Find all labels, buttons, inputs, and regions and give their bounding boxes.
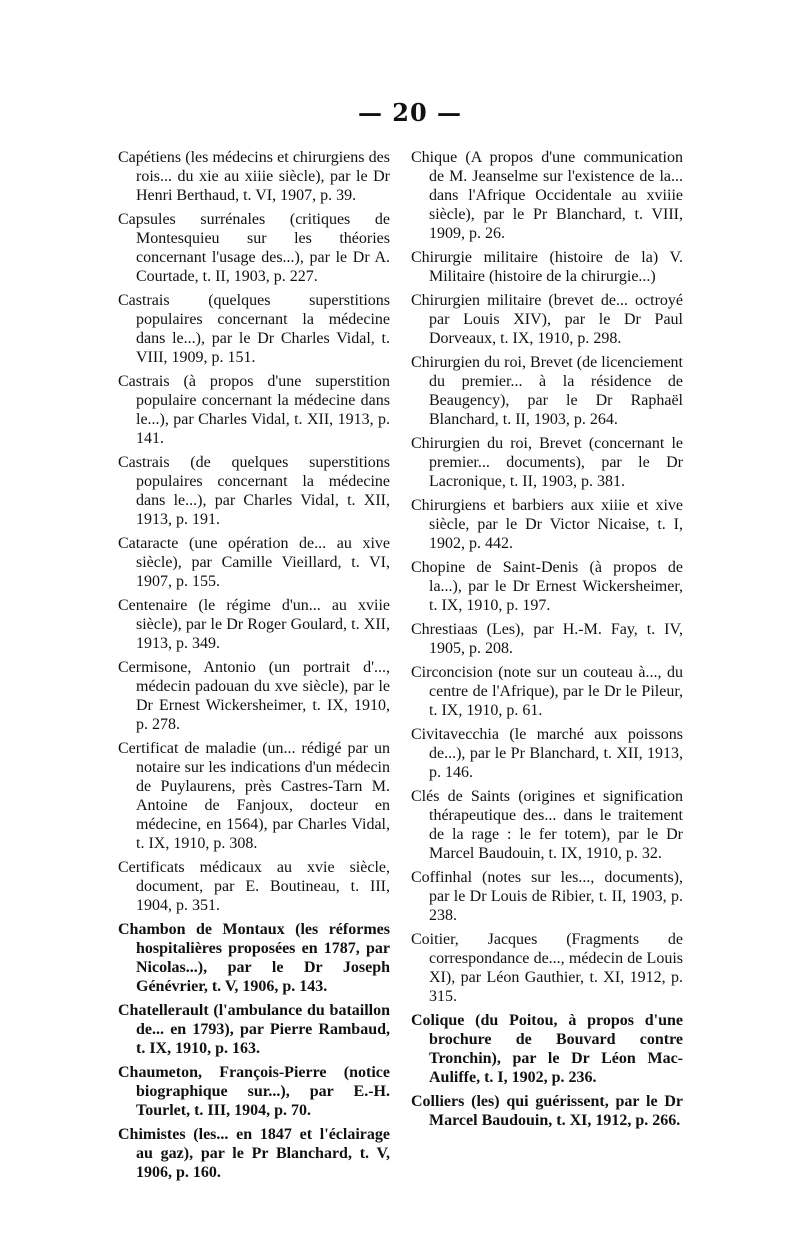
index-entry: Cermisone, Antonio (un portrait d'..., médecin padouan du xve siècle), par le Dr Ernest Wickersheimer, t. IX, 1910, p. 278. xyxy=(118,659,390,733)
index-entry: Certificat de maladie (un... rédigé par un notaire sur les indications d'un médecin de Puylaurens, près Castres-Tarn M. Antoine de Fanjoux, docteur en médecine, en 1564), par Charles Vidal, t. IX, 1910, p. 308. xyxy=(118,740,390,852)
index-entry: Civitavecchia (le marché aux poissons de...), par le Pr Blanchard, t. XII, 1913, p. 146. xyxy=(411,726,683,781)
index-entry: Circoncision (note sur un couteau à..., du centre de l'Afrique), par le Dr le Pileur, t. IX, 1910, p. 61. xyxy=(411,664,683,719)
index-entry: Colique (du Poitou, à propos d'une brochure de Bouvard contre Tronchin), par le Dr Léon Mac-Auliffe, t. I, 1902, p. 236. xyxy=(411,1012,683,1086)
index-entry: Chambon de Montaux (les réformes hospitalières proposées en 1787, par Nicolas...), par le Dr Joseph Génévrier, t. V, 1906, p. 143. xyxy=(118,921,390,995)
index-entry: Coitier, Jacques (Fragments de correspondance de..., médecin de Louis XI), par Léon Gauthier, t. XI, 1912, p. 315. xyxy=(411,931,683,1005)
index-entry: Capsules surrénales (critiques de Montesquieu sur les théories concernant l'usage des...), par le Dr A. Courtade, t. II, 1903, p. 227. xyxy=(118,211,390,285)
right-column xyxy=(411,148,683,1135)
index-entry: Castrais (à propos d'une superstition populaire concernant la médecine dans le...), par Charles Vidal, t. XII, 1913, p. 141. xyxy=(118,373,390,447)
index-entry: Capétiens (les médecins et chirurgiens des rois... du xie au xiiie siècle), par le Dr Henri Berthaud, t. VI, 1907, p. 39. xyxy=(118,149,390,204)
index-entry: Colliers (les) qui guérissent, par le Dr Marcel Baudouin, t. XI, 1912, p. 266. xyxy=(411,1093,683,1129)
index-entry: Chirurgien du roi, Brevet (de licenciement du premier... à la résidence de Beaugency), par le Dr Raphaël Blanchard, t. II, 1903, p. 264. xyxy=(411,354,683,428)
index-entry: Centenaire (le régime d'un... au xviie siècle), par le Dr Roger Goulard, t. XII, 1913, p. 349. xyxy=(118,597,390,652)
index-entry: Cataracte (une opération de... au xive siècle), par Camille Vieillard, t. VI, 1907, p. 155. xyxy=(118,535,390,590)
index-entry: Castrais (quelques superstitions populaires concernant la médecine dans le...), par le Dr Charles Vidal, t. VIII, 1909, p. 151. xyxy=(118,292,390,366)
index-entry: Chirurgie militaire (histoire de la) V. Militaire (histoire de la chirurgie...) xyxy=(411,249,683,285)
index-entry: Chirurgien militaire (brevet de... octroyé par Louis XIV), par le Dr Paul Dorveaux, t. IX, 1910, p. 298. xyxy=(411,292,683,347)
index-entry: Chique (A propos d'une communication de M. Jeanselme sur l'existence de la... dans l'Afrique Occidentale au xviiie siècle), par le Pr Blanchard, t. VIII, 1909, p. 26. xyxy=(411,149,683,242)
index-entry: Chirurgien du roi, Brevet (concernant le premier... documents), par le Dr Lacronique, t. II, 1903, p. 381. xyxy=(411,435,683,490)
index-entry: Certificats médicaux au xvie siècle, document, par E. Boutineau, t. III, 1904, p. 351. xyxy=(118,859,390,914)
index-entry: Castrais (de quelques superstitions populaires concernant la médecine dans le...), par Charles Vidal, t. XII, 1913, p. 191. xyxy=(118,454,390,528)
index-entry: Coffinhal (notes sur les..., documents), par le Dr Louis de Ribier, t. II, 1903, p. 238. xyxy=(411,869,683,924)
left-column xyxy=(118,148,390,1187)
index-entry: Chirurgiens et barbiers aux xiiie et xive siècle, par le Dr Victor Nicaise, t. I, 1902, p. 442. xyxy=(411,497,683,552)
index-entry: Chopine de Saint-Denis (à propos de la...), par le Dr Ernest Wickersheimer, t. IX, 1910, p. 197. xyxy=(411,559,683,614)
index-entry: Clés de Saints (origines et signification thérapeutique des... dans le traitement de la rage : le fer totem), par le Dr Marcel Baudouin, t. IX, 1910, p. 32. xyxy=(411,788,683,862)
index-entry: Chaumeton, François-Pierre (notice biographique sur...), par E.-H. Tourlet, t. III, 1904, p. 70. xyxy=(118,1064,390,1119)
index-entry: Chrestiaas (Les), par H.-M. Fay, t. IV, 1905, p. 208. xyxy=(411,621,683,657)
index-entry: Chatellerault (l'ambulance du bataillon de... en 1793), par Pierre Rambaud, t. IX, 1910, p. 163. xyxy=(118,1002,390,1057)
index-entry: Chimistes (les... en 1847 et l'éclairage au gaz), par le Pr Blanchard, t. V, 1906, p. 160. xyxy=(118,1126,390,1181)
page-number: — 20 — xyxy=(357,98,463,127)
